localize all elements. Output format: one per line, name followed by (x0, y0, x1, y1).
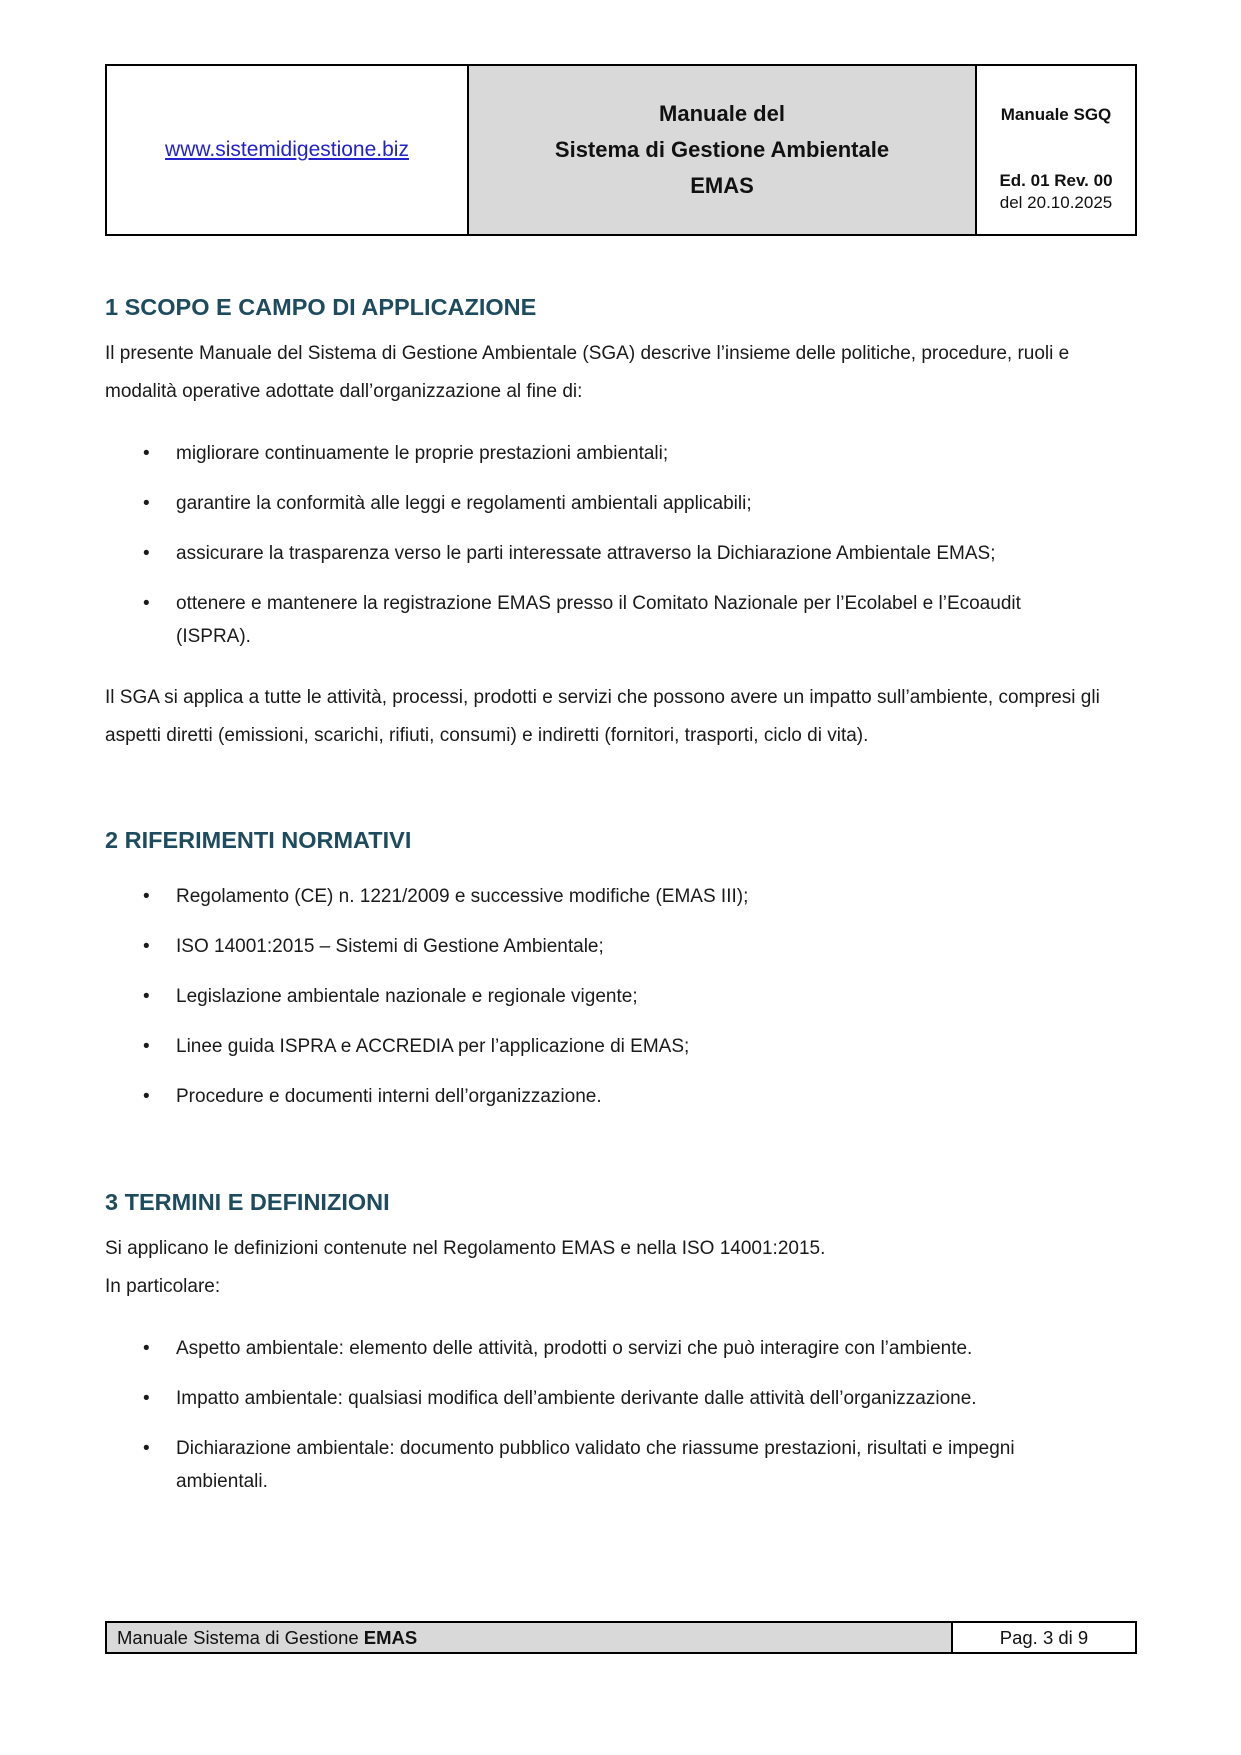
bullet-item: • Linee guida ISPRA e ACCREDIA per l’applicazione di EMAS; (143, 1030, 1056, 1063)
doc-code: Manuale SGQ (1000, 105, 1112, 124)
bullet-item: • garantire la conformità alle leggi e regolamenti ambientali applicabili; (143, 487, 1056, 520)
doc-title-line3: EMAS (690, 173, 754, 198)
section-1-bullet-list (105, 437, 1145, 653)
section-2-heading: 2 RIFERIMENTI NORMATIVI (105, 827, 412, 853)
bullet-item: • Legislazione ambientale nazionale e regionale vigente; (143, 980, 1056, 1013)
header-cell-title (469, 66, 977, 234)
section-3-intro-line2: In particolare: (105, 1276, 221, 1297)
section-3-heading: 3 TERMINI E DEFINIZIONI (105, 1189, 390, 1215)
bullet-item: • ISO 14001:2015 – Sistemi di Gestione Ambientale; (143, 930, 1056, 963)
bullet-item: • migliorare continuamente le proprie prestazioni ambientali; (143, 437, 1056, 470)
bullet-item: • Dichiarazione ambientale: documento pubblico validato che riassume prestazioni, risultati e impegni ambientali. (143, 1432, 1056, 1498)
section-1-outro: Il SGA si applica a tutte le attività, processi, prodotti e servizi che possono avere un impatto sull’ambiente, compresi gli aspetti diretti (emissioni, scarichi, rifiuti, consumi) e indiretti (fornitori, trasporti, ciclo di vita). (105, 687, 1100, 746)
footer-label-text: Manuale Sistema di Gestione (117, 1626, 364, 1648)
section-1-intro: Il presente Manuale del Sistema di Gestione Ambientale (SGA) descrive l’insieme delle politiche, procedure, ruoli e modalità operative adottate dall’organizzazione al fine di: (105, 343, 1070, 402)
doc-title-line1: Manuale del (659, 101, 785, 126)
bullet-item: • Impatto ambientale: qualsiasi modifica dell’ambiente derivante dalle attività dell’organizzazione. (143, 1382, 1056, 1415)
doc-edition-date: del 20.10.2025 (999, 193, 1113, 212)
footer-page-number: Pag. 3 di 9 (999, 1626, 1089, 1648)
bullet-item: • assicurare la trasparenza verso le parti interessate attraverso la Dichiarazione Ambientale EMAS; (143, 537, 1056, 570)
bullet-item: • Regolamento (CE) n. 1221/2009 e successive modifiche (EMAS III); (143, 880, 1056, 913)
doc-edition: Ed. 01 Rev. 00 (999, 171, 1113, 190)
bullet-item: • ottenere e mantenere la registrazione EMAS presso il Comitato Nazionale per l’Ecolabel e l’Ecoaudit (ISPRA). (143, 587, 1056, 653)
footer-label-emas: EMAS (363, 1626, 418, 1648)
doc-title-line2: Sistema di Gestione Ambientale (554, 137, 890, 162)
section-1-heading: 1 SCOPO E CAMPO DI APPLICAZIONE (105, 294, 537, 320)
footer-doc-label (107, 1623, 953, 1652)
section-2-bullet-list (105, 880, 1145, 1113)
document-footer-table (105, 1621, 1137, 1654)
header-cell-website (107, 66, 469, 234)
bullet-item: • Procedure e documenti interni dell’organizzazione. (143, 1080, 1056, 1113)
section-3-intro-line1: Si applicano le definizioni contenute nel Regolamento EMAS e nella ISO 14001:2015. (105, 1238, 826, 1259)
website-link[interactable]: www.sistemidigestione.biz (165, 138, 409, 161)
document-header-table (105, 64, 1137, 236)
section-3-bullet-list (105, 1332, 1145, 1498)
bullet-item: • Aspetto ambientale: elemento delle attività, prodotti o servizi che può interagire con l’ambiente. (143, 1332, 1056, 1365)
header-cell-revision (977, 66, 1135, 234)
